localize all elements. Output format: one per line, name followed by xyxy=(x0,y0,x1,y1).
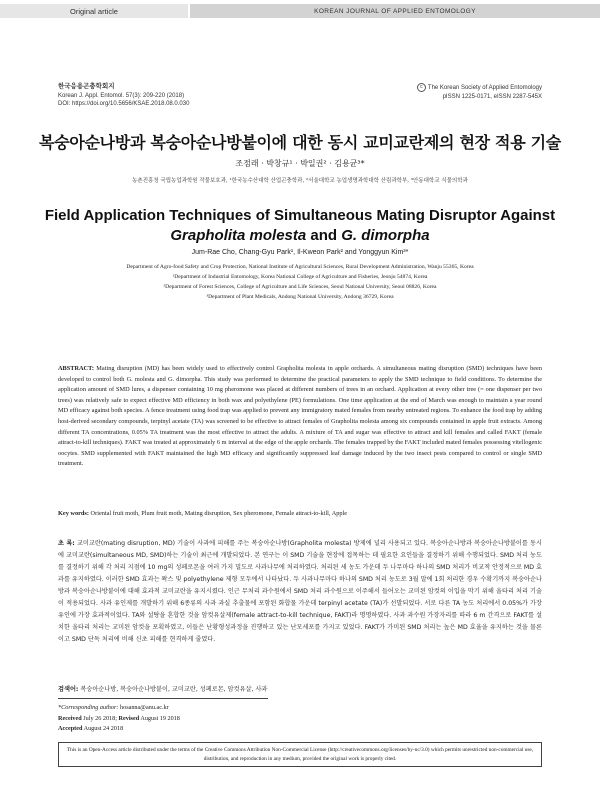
citation-block xyxy=(58,83,189,109)
affiliations-english xyxy=(0,262,600,302)
received-date: July 26 2018; xyxy=(83,714,117,722)
authors-english: Jum-Rae Cho, Chang-Gyu Park¹, Il-Kweon Park² and Yonggyun Kim³* xyxy=(191,249,409,256)
correspondence-block xyxy=(58,703,180,735)
keywords-korean xyxy=(58,684,542,693)
keywords-text: Oriental fruit moth, Plum fruit moth, Mating disruption, Sex pheromone, Female attract-to-kill, Apple xyxy=(90,510,348,517)
copyright-icon: c xyxy=(417,83,426,92)
abstract-label: ABSTRACT: xyxy=(58,365,94,372)
accepted-label: Accepted xyxy=(58,725,83,732)
abstract-korean xyxy=(58,538,542,646)
doi: DOI: https://doi.org/10.5656/KSAE.2018.08.0.030 xyxy=(58,101,190,107)
abstract-kr-text: 교미교란(mating disruption, MD) 기술이 사과에 피해를 주는 복숭아순나방(Grapholita molesta) 방제에 널리 사용되고 있다. 복숭아순나방과 복숭아순나방붙이를 동시에 교미교란(simultaneous MD, SMD)하는 기술이 최근에 개발되었다. 본 연구는 이 SMD 기술을 현장에 접목하는 데 필요한 요인들을 결정하기 위해 수행되었다. SMD 처리 농도를 결정하기 위해 각 처리 지점에 10 mg의 성페로몬을 여러 가지 밀도로 사과나무에 처리하였다. 처리된 세 농도 가운데 두 나무마다 하나의 SMD 처리가 비교적 안정적으로 MD 효과를 유지하였다. 이러한 SMD 효과는 왁스 및 polyethylene 제형 모두에서 나타났다. 두 사과나무마다 하나의 SMD 처리 농도로 3월 말에 1회 처리한 경우 수확기까지 복숭아순나방과 복숭아순나방붙이에 대해 효과적 교미교란을 유지시켰다. 인근 무처리 과수원에서 SMD 처리 과수원으로 이주해서 들어오는 교미된 암컷의 이입을 막기 위해 울타리 처리 기술이 적용되었다. 사과 유인제를 개발하기 위해 6종류의 사과 과실 추출물에 포함된 화합물 가운데 terpinyl acetate (TA)가 선발되었다. 서로 다른 TA 농도 처리에서 0.05%가 가장 유인에 가장 효과적이었다. TA와 설탕을 혼합한 것을 암컷유살제(female attract-to-kill technique, FAKT)라 명명하였다. 사과 과수원 가장자리를 따라 6 m 간격으로 FAKT를 설치한 울타리 처리는 교미된 암컷을 포획하였고, 이들은 난황형성과정을 진행하고 있는 난모세포를 가지고 있었다. FAKT가 가미된 SMD 처리는 높은 MD 효율을 유지하는 것을 물론이고 SMD 단독 처리에 비해 신초 피해를 현격하게 줄였다. xyxy=(58,540,542,643)
species-name-2: G. dimorpha xyxy=(341,227,430,244)
keywords-english xyxy=(58,509,542,519)
footnote-divider xyxy=(58,698,268,699)
accepted-date: August 24 2018 xyxy=(83,725,124,732)
license-box: This is an Open-Access article distributed under the terms of the Creative Commons Attribution Non-Commercial License (http://creativecommons.org/licenses/by-nc/3.0) which permits unrestricted non-commercial use, distribution, and reproduction in any medium, provided the original work is properly cited. xyxy=(58,742,542,767)
received-label: Received xyxy=(58,714,82,722)
journal-header xyxy=(0,0,600,18)
keywords-kr-text: 복숭아순나방, 복숭아순나방붙이, 교미교란, 성페로몬, 암컷유살, 사과 xyxy=(80,686,268,693)
citation: Korean J. Appl. Entomol. 57(3): 209-220 (2018) xyxy=(58,92,185,99)
keywords-label: Key words: xyxy=(58,510,89,517)
species-name-1: Grapholita molesta xyxy=(170,227,307,244)
article-type-bar xyxy=(0,4,188,18)
authors-korean: 조점래 · 박창규¹ · 박일권² · 김용균³* xyxy=(235,159,365,168)
received-revised xyxy=(58,714,180,725)
title-english xyxy=(0,206,600,246)
issn: pISSN 1225-0171, eISSN 2287-545X xyxy=(442,93,542,100)
title-english-line2 xyxy=(0,226,600,246)
revised-date: August 19 2018 xyxy=(140,714,180,722)
affiliations-korean: 농촌진흥청 국립농업과학원 작물보호과, ¹한국농수산대학 산업곤충학과, ²서울대학교 농업생명과학대학 산림과학부, ³안동대학교 식물의학과 xyxy=(132,178,468,184)
title-and: and xyxy=(310,227,338,244)
title-korean: 복숭아순나방과 복숭아순나방붙이에 대한 동시 교미교란제의 현장 적용 기술 xyxy=(39,133,561,152)
accepted xyxy=(58,724,180,735)
affiliation: ²Department of Forest Sciences, College of Agriculture and Life Sciences, Seoul National University, Seoul 08826, Korea xyxy=(163,284,437,290)
copyright-line xyxy=(417,83,542,93)
corresponding-label: *Corresponding author: xyxy=(58,704,119,711)
affiliation: ³Department of Plant Medicals, Andong National University, Andong 36729, Korea xyxy=(206,294,394,300)
title-english-line1: Field Application Techniques of Simultaneous Mating Disruptor Against xyxy=(44,207,556,224)
abstract-text: Mating disruption (MD) has been widely used to effectively control Grapholita molesta in apple orchards. A simultaneous mating disruption (SMD) techniques have been developed to control both G. molesta and G. dimorpha. This study was performed to determine the practical parameters to apply the SMD technique to field conditions. To determine the application amount of SMD lures, a dispenser containing 10 mg pheromone was placed at different numbers of trees in an orchard. Application at every other tree (= one dispenser per two trees) was relatively safe to expect effective MD efficiency in both wax and polyethylene (PE) formulations. One time application at the end of March was enough to maintain a year round MD efficacy against both species. A fence treatment using food trap was applied to prevent any immigratory mated females from nearby untreated regions. To enhance the food trap by adding host-derived secondary compounds, terpinyl acetate (TA) was screened to be effective to attract females of Grapholita molesta among six compounds contained in apple fruit extracts. Among different TA concentrations, 0.05% TA treatment was the most effective to attract the adults. A mixture of TA and sugar was effective to attract and kill females and called FAKT (female attract-to-kill techniques). FAKT was treated at approximately 6 m interval at the edge of the apple orchards. The females trapped by the FAKT included mated females possessing vitellogenic oocytes. SMD supplemented with FAKT maintained the high MD efficacy and significantly suppressed leaf damage induced by the two insect pests compared to control or single SMD treatment. xyxy=(58,365,542,468)
abstract-kr-label: 초 록: xyxy=(58,540,75,547)
keywords-kr-label: 검색어: xyxy=(58,686,79,693)
corresponding-email[interactable]: hosanna@anu.ac.kr xyxy=(120,704,169,711)
corresponding-author xyxy=(58,703,180,714)
journal-name-kr: 한국응용곤충학회지 xyxy=(58,83,115,90)
affiliation: ¹Department of Industrial Entomology, Korea National College of Agriculture and Fisheries, Jeonju 54874, Korea xyxy=(172,274,428,280)
journal-banner: KOREAN JOURNAL OF APPLIED ENTOMOLOGY xyxy=(190,4,600,18)
abstract-english xyxy=(58,364,542,470)
copyright-block xyxy=(417,83,542,101)
article-type: Original article xyxy=(70,6,118,16)
affiliation: Department of Agro-food Safety and Crop Protection, National Institute of Agricultural Sciences, Rural Development Administration, Wanju 55365, Korea xyxy=(126,264,474,270)
copyright-text: The Korean Society of Applied Entomology xyxy=(427,85,542,92)
revised-label: Revised xyxy=(118,714,140,722)
